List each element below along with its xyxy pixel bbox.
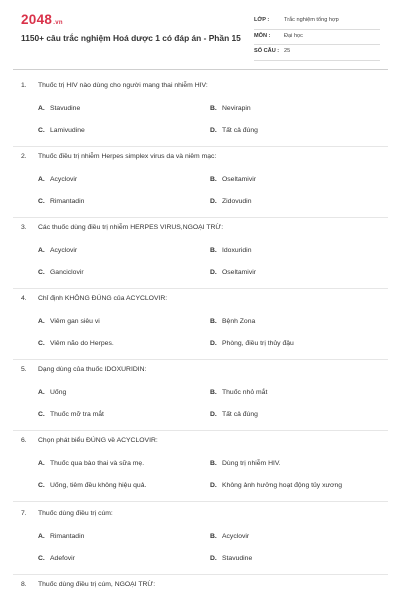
meta-label: SỐ CÂU : [254,48,280,54]
meta-value: Đại học [284,32,303,39]
option-b[interactable]: B. Dùng trị nhiễm HIV. [210,460,281,467]
option-d[interactable]: D. Tất cả đúng [210,127,258,134]
option-a[interactable]: A. Acyclovir [38,176,78,183]
option-c[interactable]: C. Viêm não do Herpes. [38,340,114,347]
option-c[interactable]: C. Uống, tiêm đều không hiệu quả. [38,482,147,489]
option-c[interactable]: C. Thuốc mỡ tra mắt [38,411,104,418]
option-c[interactable]: C. Lamivudine [38,127,85,134]
option-b[interactable]: B. Oseltamivir [210,176,256,183]
option-d[interactable]: D. Không ảnh hưởng hoạt động tủy xương [210,482,343,489]
meta-class-row [254,14,380,30]
option-d[interactable]: D. Phòng, điều trị thủy đậu [210,340,294,347]
question-divider [13,501,388,502]
option-c[interactable]: C. Adefovir [38,555,75,562]
question-divider [13,430,388,431]
option-a[interactable]: A. Acyclovir [38,247,78,254]
meta-count-row [254,45,380,61]
option-a[interactable]: A. Stavudine [38,105,81,112]
question-divider [13,574,388,575]
option-a[interactable]: A. Viêm gan siêu vi [38,318,100,325]
meta-label: LỚP : [254,17,270,23]
question-divider [13,217,388,218]
option-c[interactable]: C. Rimantadin [38,198,85,205]
question-text: 7. Thuốc dùng điều trị cúm: [21,510,113,517]
option-b[interactable]: B. Bệnh Zona [210,318,256,325]
option-c[interactable]: C. Ganciclovir [38,269,84,276]
question-divider [13,288,388,289]
question-text: 2. Thuốc điều trị nhiễm Herpes simplex virus da và niêm mạc: [21,153,217,160]
question-text: 3. Các thuốc dùng điều trị nhiễm HERPES VIRUS,NGOẠI TRỪ: [21,224,224,231]
question-text: 8. Thuốc dùng điều trị cúm, NGOẠI TRỪ: [21,581,156,588]
option-d[interactable]: D. Stavudine [210,555,253,562]
option-a[interactable]: A. Uống [38,389,67,396]
question-divider [13,359,388,360]
question-text: 5. Dạng dùng của thuốc IDOXURIDIN: [21,366,147,373]
document-header [0,0,400,70]
option-d[interactable]: D. Oseltamivir [210,269,256,276]
option-b[interactable]: B. Acyclovir [210,533,250,540]
site-logo[interactable]: 2048.vn [21,12,63,27]
question-divider [13,146,388,147]
option-d[interactable]: D. Zidovudin [210,198,252,205]
option-a[interactable]: A. Rimantadin [38,533,85,540]
header-divider [13,69,388,70]
question-text: 4. Chỉ định KHÔNG ĐÚNG của ACYCLOVIR: [21,295,168,302]
option-b[interactable]: B. Thuốc nhỏ mắt [210,389,268,396]
meta-value: 25 [284,48,291,54]
option-b[interactable]: B. Idoxuridin [210,247,252,254]
meta-value: Trắc nghiệm tổng hợp [284,17,339,23]
meta-subject-row [254,30,380,46]
document-meta [254,14,380,61]
question-text: 1. Thuốc trị HIV nào dùng cho người mang thai nhiễm HIV: [21,82,208,89]
option-d[interactable]: D. Tất cả đúng [210,411,258,418]
meta-label: MÔN : [254,32,271,39]
option-a[interactable]: A. Thuốc qua bào thai và sữa mẹ. [38,460,145,467]
option-b[interactable]: B. Nevirapin [210,105,251,112]
question-text: 6. Chọn phát biểu ĐÚNG về ACYCLOVIR: [21,437,158,444]
document-title: 1150+ câu trắc nghiệm Hoá dược 1 có đáp án - Phần 15 [21,33,241,43]
